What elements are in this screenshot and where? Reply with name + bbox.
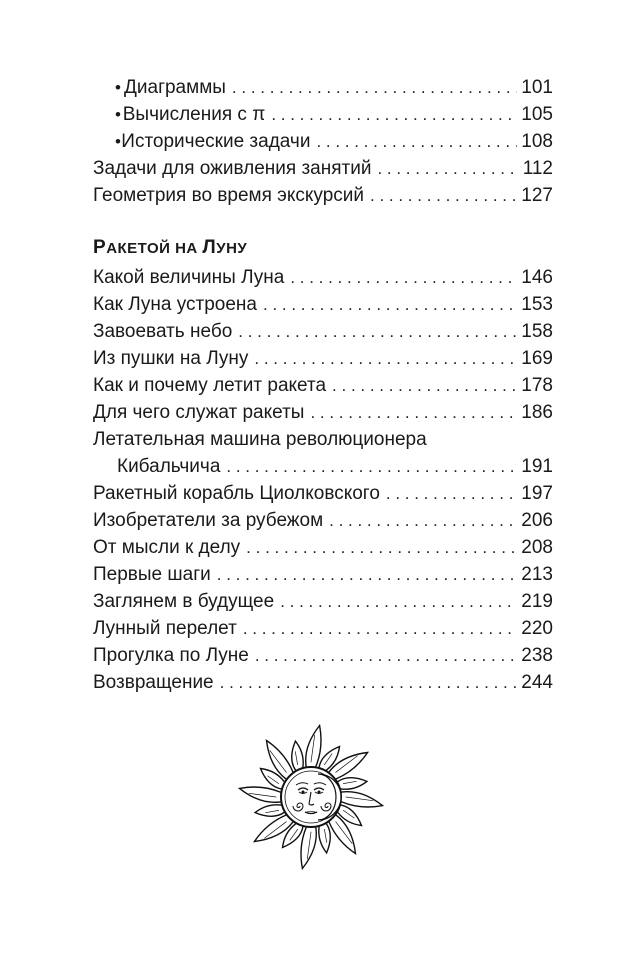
dot-leader — [323, 507, 517, 534]
sun-ray — [338, 778, 367, 789]
toc-entry-diagrams[interactable] — [93, 74, 553, 101]
toc-entry-page: 213 — [521, 564, 553, 585]
toc-entry[interactable] — [93, 615, 553, 642]
toc-entry[interactable] — [93, 669, 553, 696]
dot-leader — [364, 182, 517, 209]
toc-entry-title: Лунный перелет — [93, 618, 237, 639]
toc-entry[interactable] — [93, 642, 553, 669]
toc-entry-page: 105 — [521, 104, 553, 125]
dot-leader — [214, 669, 517, 696]
dot-leader — [380, 480, 517, 507]
dot-leader — [240, 534, 517, 561]
dot-leader — [211, 561, 517, 588]
toc-entry-page: 197 — [521, 483, 553, 504]
heading-part: АКЕТОЙ НА — [106, 240, 203, 257]
toc-entry-title: Завоевать небо — [93, 321, 233, 342]
toc-entry-page: 244 — [521, 672, 553, 693]
toc-entry[interactable] — [93, 291, 553, 318]
dot-leader — [304, 399, 517, 426]
toc-entry-page: 206 — [521, 510, 553, 531]
dot-leader — [220, 453, 517, 480]
dot-leader — [226, 74, 517, 101]
dot-leader — [310, 128, 517, 155]
toc-entry[interactable] — [93, 318, 553, 345]
toc-entry-page: 186 — [521, 402, 553, 423]
toc-entry[interactable] — [93, 399, 553, 426]
heading-part: Р — [93, 237, 107, 258]
toc-entry-continuation[interactable] — [93, 453, 553, 480]
dot-leader — [371, 155, 517, 182]
toc-entry-title: Летательная машина революционера — [93, 429, 427, 450]
bullet: • — [115, 105, 121, 124]
toc-entry-title: Первые шаги — [93, 564, 211, 585]
toc-entry-page: 108 — [521, 131, 553, 152]
sun-ray — [255, 805, 284, 816]
toc-entry-title: Как Луна устроена — [93, 294, 257, 315]
toc-entry-title: От мысли к делу — [93, 537, 241, 558]
toc-entry-title: Задачи для оживления занятий — [93, 158, 372, 179]
toc-entry-page: 178 — [521, 375, 553, 396]
heading-part: УНУ — [216, 240, 248, 257]
toc-entry-title: Исторические задачи — [121, 131, 311, 152]
toc-entry-title: Прогулка по Луне — [93, 645, 249, 666]
bullet: • — [115, 78, 121, 97]
toc-entry[interactable] — [93, 507, 553, 534]
dot-leader — [284, 264, 517, 291]
toc-entry-title: Из пушки на Луну — [93, 348, 249, 369]
toc-entry-geometry-excursions[interactable] — [93, 182, 553, 209]
toc-entry-title: Какой величины Луна — [93, 267, 285, 288]
toc-entry[interactable] — [93, 588, 553, 615]
toc-entry[interactable] — [93, 561, 553, 588]
toc-entry-page: 208 — [521, 537, 553, 558]
dot-leader — [232, 318, 517, 345]
toc-entry[interactable] — [93, 345, 553, 372]
table-of-contents — [93, 74, 553, 696]
dot-leader — [249, 642, 517, 669]
toc-entry-title: Заглянем в будущее — [93, 591, 275, 612]
toc-entry-page: 158 — [521, 321, 553, 342]
toc-entry-title: Геометрия во время экскурсий — [93, 185, 365, 206]
toc-entry-title: Как и почему летит ракета — [93, 375, 327, 396]
sun-ray — [319, 824, 330, 853]
dot-leader — [257, 291, 517, 318]
toc-entry-page: 101 — [521, 77, 553, 98]
toc-entry-page: 127 — [521, 185, 553, 206]
section-heading — [93, 232, 553, 264]
toc-entry-title-continuation: Кибальчича — [117, 456, 221, 477]
toc-entry-lively-problems[interactable] — [93, 155, 553, 182]
toc-entry-first-line[interactable] — [93, 426, 553, 453]
toc-entry-pi-calculations[interactable] — [93, 101, 553, 128]
sun-face-icon — [236, 722, 386, 872]
dot-leader — [274, 588, 517, 615]
toc-entry-page: 112 — [522, 158, 553, 179]
heading-part: Л — [202, 237, 217, 258]
dot-leader — [237, 615, 517, 642]
bullet: • — [115, 132, 121, 151]
dot-leader — [326, 372, 517, 399]
toc-entry-title: Для чего служат ракеты — [93, 402, 305, 423]
toc-entry[interactable] — [93, 480, 553, 507]
toc-entry-page: 169 — [521, 348, 553, 369]
toc-entry-title: Изобретатели за рубежом — [93, 510, 324, 531]
toc-entry[interactable] — [93, 372, 553, 399]
toc-entry-title: Возвращение — [93, 672, 214, 693]
toc-entry-page: 219 — [521, 591, 553, 612]
dot-leader — [248, 345, 517, 372]
toc-entry-page: 238 — [521, 645, 553, 666]
toc-entry-page: 191 — [521, 456, 553, 477]
dot-leader — [265, 101, 517, 128]
sun-ray — [292, 741, 303, 770]
toc-entry[interactable] — [93, 534, 553, 561]
toc-entry-page: 220 — [521, 618, 553, 639]
toc-entry-historical-problems[interactable] — [93, 128, 553, 155]
toc-entry-title: Ракетный корабль Циолковского — [93, 483, 380, 504]
toc-entry-page: 153 — [521, 294, 553, 315]
toc-entry-page: 146 — [521, 267, 553, 288]
toc-entry-title: Вычисления с π — [122, 104, 266, 125]
toc-entry-title: Диаграммы — [124, 77, 226, 98]
toc-entry[interactable] — [93, 264, 553, 291]
